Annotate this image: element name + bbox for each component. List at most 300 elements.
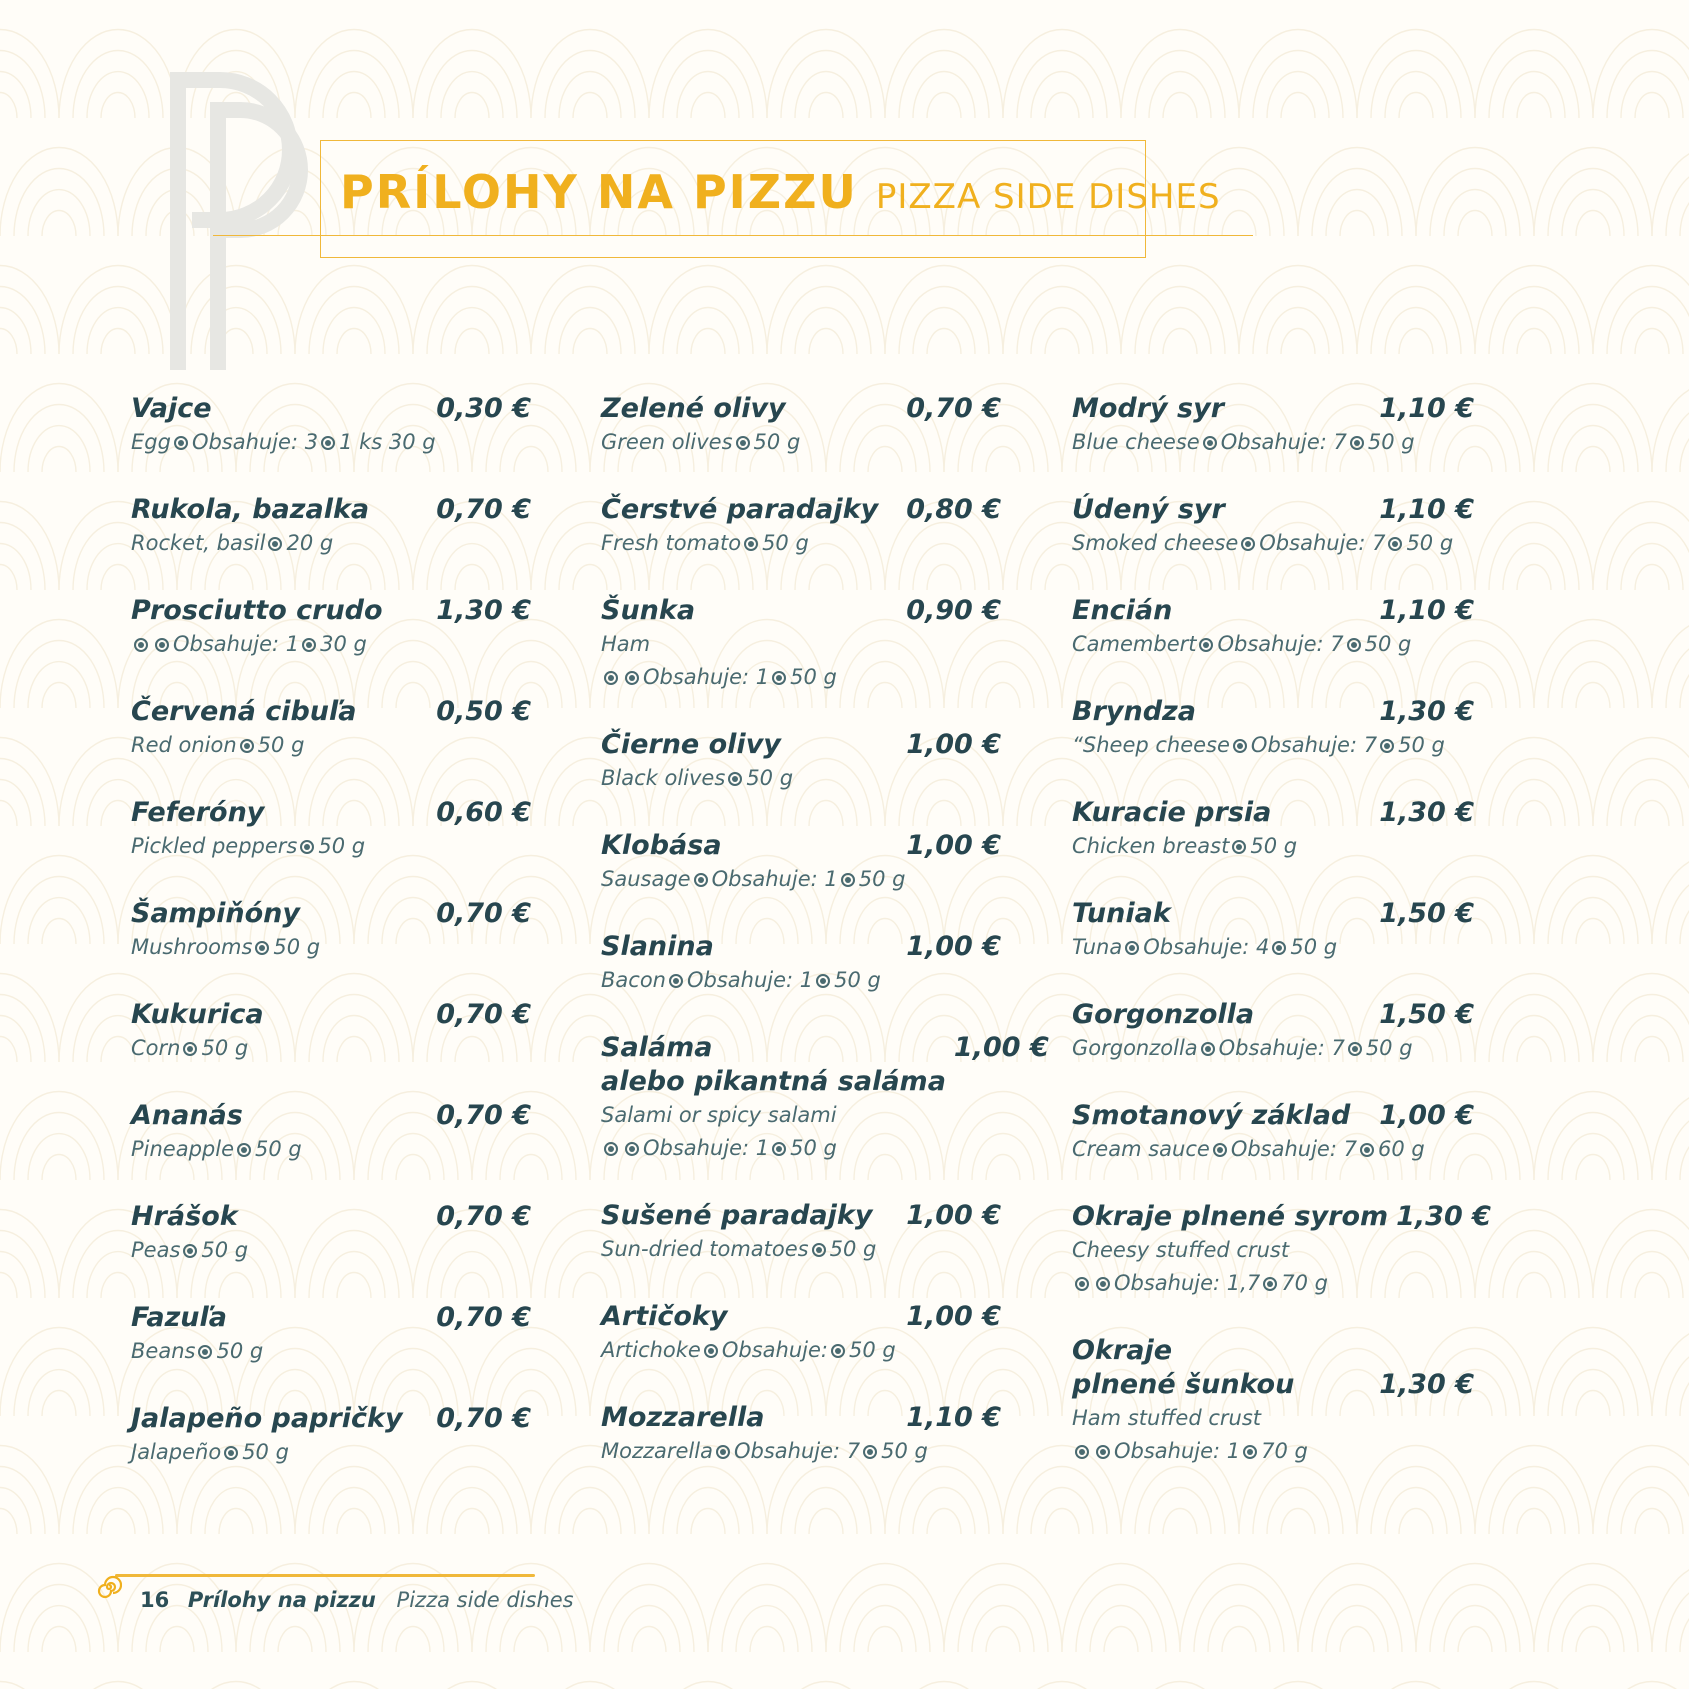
item-desc-part: Obsahuje: 1,7	[1114, 1271, 1261, 1295]
menu-item-head	[1072, 1334, 1474, 1402]
menu-item-name-box	[131, 1200, 238, 1234]
menu-item-price: 1,00 €	[906, 830, 1001, 861]
bullet-icon	[1096, 1277, 1110, 1291]
menu-item-desc	[131, 830, 531, 863]
item-desc-part: 50 g	[848, 1338, 896, 1362]
menu-item-name-box	[131, 998, 264, 1032]
menu-item-head	[1072, 1200, 1491, 1234]
item-desc-part: Obsahuje: 1	[643, 665, 770, 689]
item-desc-part: Egg	[131, 430, 171, 454]
menu-item-desc	[1072, 628, 1474, 661]
item-desc-part: 50 g	[1364, 632, 1412, 656]
menu-item-name: Čerstvé paradajky	[601, 494, 879, 525]
menu-item-head	[601, 1031, 1049, 1099]
item-desc-part: 50 g	[255, 1137, 302, 1161]
bullet-icon	[1232, 840, 1246, 854]
menu-item-price: 1,30 €	[1379, 696, 1474, 727]
item-desc-part: 50 g	[216, 1339, 264, 1363]
menu-item-name: Čierne olivy	[601, 729, 781, 760]
menu-item-name: Saláma	[601, 1032, 713, 1063]
item-desc-part: Salami or spicy salami	[601, 1103, 837, 1127]
bullet-icon	[1199, 638, 1213, 652]
item-desc-part: 50 g	[790, 1136, 837, 1160]
menu-item-price: 0,90 €	[906, 595, 1001, 626]
menu-item-name: Artičoky	[601, 1301, 728, 1332]
item-desc-part: 50 g	[881, 1439, 928, 1463]
menu-item-desc	[131, 426, 531, 459]
bullet-icon	[300, 840, 314, 854]
menu-item-desc	[601, 1334, 1001, 1367]
menu-item-name-box	[1072, 1099, 1350, 1133]
menu-item-name-box	[131, 493, 369, 527]
menu-item-desc	[1072, 1032, 1474, 1065]
menu-item-head	[601, 930, 1001, 964]
bullet-icon	[772, 1142, 786, 1156]
menu-item-head	[601, 1401, 1001, 1435]
item-desc-part: Obsahuje: 4	[1143, 935, 1270, 959]
item-desc-part: Mushrooms	[131, 935, 253, 959]
menu-item-price: 1,10 €	[1379, 393, 1474, 424]
menu-item-desc	[131, 729, 531, 762]
item-desc-part: Artichoke	[601, 1338, 701, 1362]
bullet-icon	[1213, 1143, 1227, 1157]
item-desc-part: 50 g	[1290, 935, 1338, 959]
bullet-icon	[237, 1143, 251, 1157]
menu-item-name-box	[1072, 1334, 1294, 1402]
menu-item-name-box	[131, 897, 300, 931]
item-desc-part: Obsahuje:	[721, 1338, 828, 1362]
menu-item-price: 1,10 €	[1379, 595, 1474, 626]
item-desc-part: 50 g	[242, 1440, 289, 1464]
menu-item-head	[131, 493, 531, 527]
bullet-icon	[1233, 739, 1247, 753]
menu-item	[131, 796, 531, 863]
menu-item-head	[131, 1200, 531, 1234]
menu-item-name: Modrý syr	[1072, 393, 1225, 424]
item-desc-part: 30 g	[320, 632, 367, 656]
bullet-icon	[704, 1344, 718, 1358]
menu-item-price: 1,00 €	[1379, 1100, 1474, 1131]
item-desc-part: 50 g	[762, 531, 809, 555]
item-desc-part: 50 g	[790, 665, 837, 689]
item-desc-part: “Sheep cheese	[1072, 733, 1230, 757]
bullet-icon	[1075, 1277, 1089, 1291]
menu-item-name-box	[601, 1031, 946, 1099]
menu-item-desc	[131, 1335, 531, 1368]
menu-item-name-box	[601, 728, 781, 762]
menu-item-head	[601, 728, 1001, 762]
item-desc-part: 50 g	[273, 935, 321, 959]
item-desc-part: 20 g	[286, 531, 334, 555]
item-desc-part: Jalapeño	[131, 1440, 222, 1464]
menu-item	[601, 392, 1001, 459]
menu-item-head	[1072, 998, 1474, 1032]
menu-item-head	[131, 1099, 531, 1133]
menu-item-desc	[601, 426, 1001, 459]
bullet-icon	[183, 1042, 197, 1056]
menu-item	[1072, 1334, 1474, 1468]
menu-item-price: 1,30 €	[436, 595, 531, 626]
menu-item-head	[601, 392, 1001, 426]
menu-item-name-box	[1072, 1200, 1388, 1234]
menu-item-head	[1072, 493, 1474, 527]
item-desc-part: 50 g	[201, 1238, 249, 1262]
menu-item	[131, 695, 531, 762]
menu-item-head	[131, 1301, 531, 1335]
menu-item-name-box	[131, 594, 383, 628]
menu-item-price: 0,60 €	[436, 797, 531, 828]
item-desc-part: Fresh tomato	[601, 531, 742, 555]
menu-item	[601, 930, 1001, 997]
footer	[140, 1588, 574, 1612]
item-desc-part: Corn	[131, 1036, 181, 1060]
menu-item-head	[131, 594, 531, 628]
menu-item-desc	[601, 1099, 1001, 1132]
bullet-icon	[604, 671, 618, 685]
menu-item-name: Údený syr	[1072, 494, 1225, 525]
menu-item-desc	[1072, 1234, 1474, 1267]
menu-item-name-box	[1072, 594, 1172, 628]
menu-item-price: 1,00 €	[906, 729, 1001, 760]
menu-column-1	[131, 392, 531, 1503]
menu-item-name: Fazuľa	[131, 1302, 227, 1333]
menu-item-price: 1,30 €	[1379, 797, 1474, 828]
menu-item-desc	[601, 527, 1001, 560]
menu-item-desc	[1072, 527, 1474, 560]
menu-item-desc	[131, 1234, 531, 1267]
menu-item-name-box	[131, 392, 212, 426]
menu-item-price: 1,30 €	[1379, 1369, 1474, 1400]
bullet-icon	[669, 974, 683, 988]
bullet-icon	[1075, 1445, 1089, 1459]
item-desc-part: Red onion	[131, 733, 237, 757]
menu-item-price: 1,10 €	[906, 1402, 1001, 1433]
menu-item	[131, 897, 531, 964]
item-desc-part: Rocket, basil	[131, 531, 266, 555]
item-desc-part: Obsahuje: 1	[1114, 1439, 1241, 1463]
item-desc-part: Mozzarella	[601, 1439, 713, 1463]
bullet-icon	[1388, 537, 1402, 551]
bullet-icon	[240, 739, 254, 753]
menu-item-price: 0,70 €	[906, 393, 1001, 424]
item-desc-part: 70 g	[1261, 1439, 1308, 1463]
menu-item-name: Mozzarella	[601, 1402, 765, 1433]
menu-item-name-box	[601, 1401, 764, 1435]
item-desc-part: Obsahuje: 7	[1250, 733, 1378, 757]
bullet-icon	[268, 537, 282, 551]
menu-item-desc	[131, 1032, 531, 1065]
item-desc-part: Obsahuje: 3	[191, 430, 319, 454]
menu-item	[601, 1199, 1001, 1266]
item-desc-part: 50 g	[858, 867, 906, 891]
bullet-icon	[604, 1142, 618, 1156]
item-desc-part: Ham stuffed crust	[1072, 1406, 1262, 1430]
menu-item-name-box	[601, 594, 695, 628]
menu-item-name: Feferóny	[131, 797, 265, 828]
menu-item	[131, 998, 531, 1065]
menu-item-desc	[1072, 931, 1474, 964]
menu-item-price: 0,50 €	[436, 696, 531, 727]
menu-item-name: Klobása	[601, 830, 722, 861]
bullet-icon	[1263, 1277, 1277, 1291]
menu-item-price: 0,70 €	[436, 1201, 531, 1232]
bullet-icon	[183, 1244, 197, 1258]
menu-item	[601, 1300, 1001, 1367]
menu-item-name-box	[1072, 998, 1254, 1032]
menu-item-name: Hrášok	[131, 1201, 238, 1232]
menu-item-price: 1,50 €	[1379, 999, 1474, 1030]
menu-item-desc-line2	[1072, 1435, 1474, 1468]
menu-item	[1072, 1099, 1474, 1166]
bullet-icon	[716, 1445, 730, 1459]
menu-item-name-box	[601, 1300, 727, 1334]
menu-item-name: Červená cibuľa	[131, 696, 357, 727]
item-desc-part: Obsahuje: 7	[1218, 1036, 1345, 1060]
menu-item-desc	[131, 527, 531, 560]
bullet-icon	[744, 537, 758, 551]
menu-item-price: 1,10 €	[1379, 494, 1474, 525]
menu-item-head	[601, 829, 1001, 863]
item-desc-part: Obsahuje: 7	[733, 1439, 861, 1463]
item-desc-part: Sausage	[601, 867, 691, 891]
bullet-icon	[198, 1345, 212, 1359]
menu-item	[601, 1401, 1001, 1468]
menu-item-name-box	[131, 796, 264, 830]
item-desc-part: Beans	[131, 1339, 196, 1363]
menu-item-head	[1072, 392, 1474, 426]
menu-item-name-box	[1072, 897, 1171, 931]
item-desc-part: Obsahuje: 1	[686, 968, 814, 992]
menu-item	[1072, 695, 1474, 762]
bullet-icon	[1243, 1445, 1257, 1459]
menu-item-head	[131, 897, 531, 931]
bullet-icon	[625, 671, 639, 685]
bullet-icon	[812, 1243, 826, 1257]
pp-logo-watermark	[160, 70, 320, 370]
menu-item	[601, 594, 1001, 694]
item-desc-part: Camembert	[1072, 632, 1197, 656]
menu-item-name-box	[131, 1099, 243, 1133]
bullet-icon	[1125, 941, 1139, 955]
menu-item-name: Kukurica	[131, 999, 264, 1030]
bullet-icon	[1360, 1143, 1374, 1157]
page-title-sub: PIZZA SIDE DISHES	[875, 177, 1221, 217]
menu-item-price: 1,50 €	[1379, 898, 1474, 929]
menu-item-desc	[1072, 830, 1474, 863]
menu-item-desc	[601, 762, 1001, 795]
menu-item-name-box	[131, 695, 356, 729]
menu-item	[601, 493, 1001, 560]
item-desc-part: Ham	[601, 632, 651, 656]
item-desc-part: Obsahuje: 7	[1220, 430, 1347, 454]
item-desc-part: Cream sauce	[1072, 1137, 1210, 1161]
item-desc-part: Sun-dried tomatoes	[601, 1237, 809, 1261]
menu-item	[131, 493, 531, 560]
menu-item-name-box	[601, 493, 878, 527]
bullet-icon	[863, 1445, 877, 1459]
bullet-icon	[1203, 436, 1217, 450]
item-desc-part: 50 g	[1365, 1036, 1413, 1060]
menu-item-name: Sušené paradajky	[601, 1200, 873, 1231]
item-desc-part: 50 g	[318, 834, 366, 858]
item-desc-part: Obsahuje: 7	[1259, 531, 1386, 555]
menu-item	[1072, 493, 1474, 560]
menu-item-name-box	[1072, 695, 1196, 729]
bullet-icon	[155, 638, 169, 652]
item-desc-part: 50 g	[753, 430, 801, 454]
menu-item-price: 0,80 €	[906, 494, 1001, 525]
item-desc-part: Green olives	[601, 430, 733, 454]
menu-item-name-box	[601, 392, 786, 426]
bullet-icon	[224, 1446, 238, 1460]
bullet-icon	[831, 1344, 845, 1358]
item-desc-part: 70 g	[1281, 1271, 1328, 1295]
menu-item	[601, 829, 1001, 896]
bullet-icon	[736, 436, 750, 450]
menu-item-name: Tuniak	[1072, 898, 1171, 929]
menu-item-price: 1,00 €	[906, 1301, 1001, 1332]
page-title	[340, 165, 1221, 235]
menu-item-head	[131, 695, 531, 729]
menu-item-name-box	[601, 829, 722, 863]
menu-item-head	[601, 493, 1001, 527]
item-desc-part: 50 g	[257, 733, 305, 757]
menu-item-name: Okraje	[1072, 1335, 1173, 1366]
menu-item-head	[1072, 695, 1474, 729]
menu-item-price: 0,70 €	[436, 898, 531, 929]
item-desc-part: Smoked cheese	[1072, 531, 1239, 555]
footer-rule	[115, 1574, 535, 1577]
menu-item-desc	[131, 628, 531, 661]
bullet-icon	[1350, 436, 1364, 450]
menu-item-desc	[601, 1435, 1001, 1468]
item-desc-part: Peas	[131, 1238, 181, 1262]
menu-item-price: 0,70 €	[436, 1302, 531, 1333]
item-desc-part: Gorgonzolla	[1072, 1036, 1198, 1060]
menu-item-name: Zelené olivy	[601, 393, 786, 424]
item-desc-part: 50 g	[1406, 531, 1454, 555]
menu-item-price: 0,70 €	[436, 494, 531, 525]
menu-item	[131, 1301, 531, 1368]
menu-item-head	[1072, 796, 1474, 830]
item-desc-part: Obsahuje: 7	[1217, 632, 1344, 656]
item-desc-part: 50 g	[829, 1237, 877, 1261]
menu-item	[131, 1402, 531, 1469]
menu-item-head	[601, 594, 1001, 628]
item-desc-part: 60 g	[1377, 1137, 1425, 1161]
menu-item-name: Rukola, bazalka	[131, 494, 370, 525]
menu-item	[1072, 998, 1474, 1065]
menu-item-desc	[131, 1133, 531, 1166]
menu-item-name: Smotanový základ	[1072, 1100, 1351, 1131]
menu-item-head	[131, 1402, 531, 1436]
menu-item-name: Okraje plnené syrom	[1072, 1201, 1389, 1232]
menu-item-name-box	[131, 1301, 227, 1335]
menu-item-desc-line2	[601, 1132, 1001, 1165]
menu-item-name-box	[601, 1199, 872, 1233]
menu-column-2	[601, 392, 1049, 1502]
menu-item-desc-line2	[1072, 1267, 1474, 1300]
menu-item-name: Encián	[1072, 595, 1173, 626]
menu-item-price: 1,00 €	[953, 1032, 1049, 1063]
menu-item-desc	[601, 628, 1001, 661]
menu-item-price: 0,70 €	[436, 999, 531, 1030]
menu-item	[1072, 796, 1474, 863]
bullet-icon	[816, 974, 830, 988]
item-desc-part: Obsahuje: 1	[643, 1136, 770, 1160]
footer-section-en: Pizza side dishes	[396, 1588, 574, 1612]
item-desc-part: 50 g	[1250, 834, 1298, 858]
bullet-icon	[1241, 537, 1255, 551]
item-desc-part: 50 g	[834, 968, 881, 992]
item-desc-part: Obsahuje: 1	[711, 867, 838, 891]
item-desc-part: 1 ks 30 g	[339, 430, 436, 454]
bullet-icon	[625, 1142, 639, 1156]
menu-item-price: 0,70 €	[436, 1100, 531, 1131]
bullet-icon	[174, 436, 188, 450]
item-desc-part: 50 g	[1398, 733, 1445, 757]
menu-item-price: 1,00 €	[906, 1200, 1001, 1231]
menu-item-name-line2: plnené šunkou	[1072, 1369, 1295, 1400]
menu-item-price: 0,30 €	[436, 393, 531, 424]
menu-item	[131, 392, 531, 459]
menu-item-name-box	[1072, 796, 1271, 830]
item-desc-part: Obsahuje: 1	[173, 632, 300, 656]
bullet-icon	[134, 638, 148, 652]
menu-item-desc	[601, 964, 1001, 997]
menu-item	[1072, 897, 1474, 964]
footer-section: Prílohy na pizzu	[187, 1588, 376, 1612]
menu-item-name: Jalapeño papričky	[131, 1403, 403, 1434]
page-title-main: PRÍLOHY NA PIZZU	[340, 165, 858, 219]
menu-item-name-box	[601, 930, 714, 964]
menu-item-head	[131, 392, 531, 426]
bullet-icon	[302, 638, 316, 652]
bullet-icon	[1347, 638, 1361, 652]
menu-item-desc	[601, 1233, 1001, 1266]
menu-item	[601, 728, 1001, 795]
menu-item-head	[1072, 1099, 1474, 1133]
menu-item-head	[131, 796, 531, 830]
menu-item	[131, 1099, 531, 1166]
bullet-icon	[841, 873, 855, 887]
menu-item-price: 1,30 €	[1396, 1201, 1491, 1232]
menu-item-name-box	[131, 1402, 403, 1436]
menu-item-name: Ananás	[131, 1100, 243, 1131]
item-desc-part: 50 g	[201, 1036, 249, 1060]
bullet-icon	[1348, 1042, 1362, 1056]
bullet-icon	[321, 436, 335, 450]
menu-item	[1072, 392, 1474, 459]
menu-item-name: Šunka	[601, 595, 696, 626]
menu-item-name: Kuracie prsia	[1072, 797, 1272, 828]
item-desc-part: Blue cheese	[1072, 430, 1200, 454]
menu-item-desc	[131, 1436, 531, 1469]
menu-item-head	[1072, 897, 1474, 931]
menu-item-name: Gorgonzolla	[1072, 999, 1255, 1030]
item-desc-part: Obsahuje: 7	[1230, 1137, 1357, 1161]
menu-item	[131, 594, 531, 661]
menu-item-name: Vajce	[131, 393, 212, 424]
menu-item	[1072, 1200, 1491, 1300]
menu-item-name: Bryndza	[1072, 696, 1196, 727]
bullet-icon	[694, 873, 708, 887]
menu-item-head	[601, 1199, 1001, 1233]
menu-item	[131, 1200, 531, 1267]
menu-item-name-line2: alebo pikantná saláma	[601, 1066, 946, 1097]
item-desc-part: Bacon	[601, 968, 666, 992]
menu-item-name: Šampiňóny	[131, 898, 300, 929]
